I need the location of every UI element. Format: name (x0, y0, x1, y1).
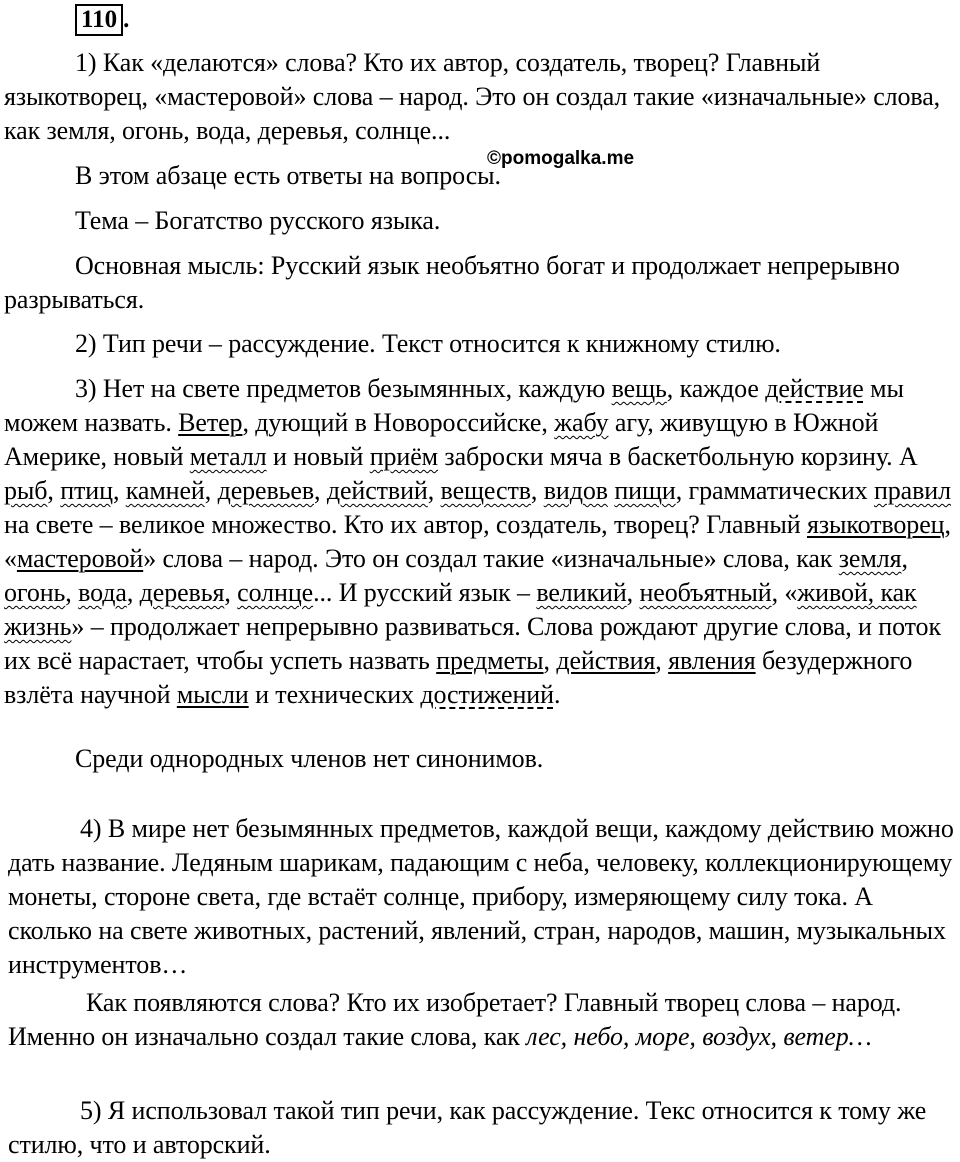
text-run: » – продолжает непрерывно развиваться. Слова рождают другие слова, и поток их всё нарастает, чтобы успеть назвать (4, 612, 941, 675)
marked-word: пищи (614, 476, 676, 505)
marked-word: жабу (554, 408, 609, 437)
marked-word: веществ (440, 476, 531, 505)
marked-word: действие (765, 374, 864, 403)
text-run: безудержного взлёта научной (4, 646, 913, 709)
paragraph-10: 5) Я использовал такой тип речи, как рассуждение. Текс относится к тому же стилю, что и авторский. (8, 1096, 927, 1159)
text-run: , каждое (666, 374, 766, 403)
marked-word: мастеровой (16, 544, 144, 573)
italic-examples: лес, небо, море, воздух, ветер… (526, 1022, 872, 1051)
marked-word: земля (838, 544, 902, 573)
text-run: , (112, 476, 126, 505)
marked-word: действия (556, 646, 656, 675)
marked-word: живой, как жизнь (4, 578, 917, 641)
paragraph-7: Среди однородных членов нет синонимов. (75, 744, 544, 773)
text-run: и технических (248, 680, 421, 709)
marked-word: мысли (176, 680, 249, 709)
marked-word: Ветер (178, 408, 243, 437)
paragraph-3: Тема – Богатство русского языка. (75, 206, 441, 235)
marked-word: видов (543, 476, 608, 505)
text-run: , (543, 646, 557, 675)
paragraph-4: Основная мысль: Русский язык необъятно богат и продолжает непрерывно разрываться. (4, 251, 900, 314)
text-run: ... И русский язык – (313, 578, 537, 607)
text-run: , (901, 544, 908, 573)
text-run: , (314, 476, 327, 505)
text-run: , (224, 578, 238, 607)
marked-word: вода (78, 578, 127, 607)
text-run: , « (771, 578, 798, 607)
marked-word: рыб (4, 476, 48, 505)
paragraph-5: 2) Тип речи – рассуждение. Текст относится к книжному стилю. (75, 329, 781, 358)
marked-word: камней (125, 476, 205, 505)
text-run: , (47, 476, 61, 505)
text-run: и новый (266, 442, 370, 471)
marked-word: деревья (139, 578, 225, 607)
text-run: заброски мяча в баскетбольную корзину. А (438, 442, 918, 471)
marked-word: великий (536, 578, 627, 607)
text-run: на свете – великое множество. Кто их автор, создатель, творец? Главный (4, 510, 807, 539)
marked-word: языкотворец (806, 510, 945, 539)
exercise-number: 110 . (75, 4, 129, 36)
text-run: 3) Нет на свете предметов безымянных, каждую (75, 374, 612, 403)
text-run: Как появляются слова? Кто их изобретает? Главный творец слова – народ. Именно он изначально создал такие слова, как (8, 988, 902, 1051)
text-run: » слова – народ. Это он создал такие «изначальные» слова, как (143, 544, 839, 573)
marked-word: достижений (420, 680, 554, 709)
text-run: , дующий в Новороссийске, (242, 408, 555, 437)
paragraph-6 (4, 372, 954, 712)
marked-word: явления (668, 646, 756, 675)
text-run: , (626, 578, 640, 607)
marked-word: огонь (4, 578, 66, 607)
paragraph-8: 4) В мире нет безымянных предметов, каждой вещи, каждому действию можно дать название. Ледяным шарикам, падающим с неба, человеку, коллекционирующему монеты, стороне света, где встаёт солнце, прибору, измеряющему силу тока. А сколько на свете животных, растений, явлений, стран, народов, машин, музыкальных инструментов… (8, 814, 954, 979)
marked-word: предметы (436, 646, 544, 675)
marked-word: птиц (60, 476, 113, 505)
marked-word: правил (873, 476, 951, 505)
text-run: , « (4, 510, 951, 573)
marked-word: действий (326, 476, 428, 505)
marked-word: приём (369, 442, 439, 471)
text-run: , (427, 476, 441, 505)
marked-word: металл (189, 442, 267, 471)
text-run: . (553, 680, 561, 709)
text-run: агу, живущую в Южной Америке, новый (4, 408, 879, 471)
watermark-text: ©pomogalka.me (487, 148, 635, 169)
text-run: , (530, 476, 544, 505)
text-run: , (655, 646, 669, 675)
text-run: , (65, 578, 79, 607)
text-run: мы можем назвать. (4, 374, 904, 437)
paragraph-9 (8, 986, 953, 1054)
marked-word: вещь (611, 374, 667, 403)
marked-word: деревьев (217, 476, 315, 505)
text-run: , грамматических (675, 476, 874, 505)
paragraph-1: 1) Как «делаются» слова? Кто их автор, создатель, творец? Главный языкотворец, «мастеровой» слова – народ. Это он создал такие «изначальные» слова, как земля, огонь, вода, деревья, солнце... (4, 48, 941, 145)
marked-word: солнце (237, 578, 314, 607)
text-run: , (126, 578, 140, 607)
text-run: , (204, 476, 218, 505)
paragraph-2: В этом абзаце есть ответы на вопросы. (75, 161, 501, 190)
marked-word: необъятный (639, 578, 772, 607)
